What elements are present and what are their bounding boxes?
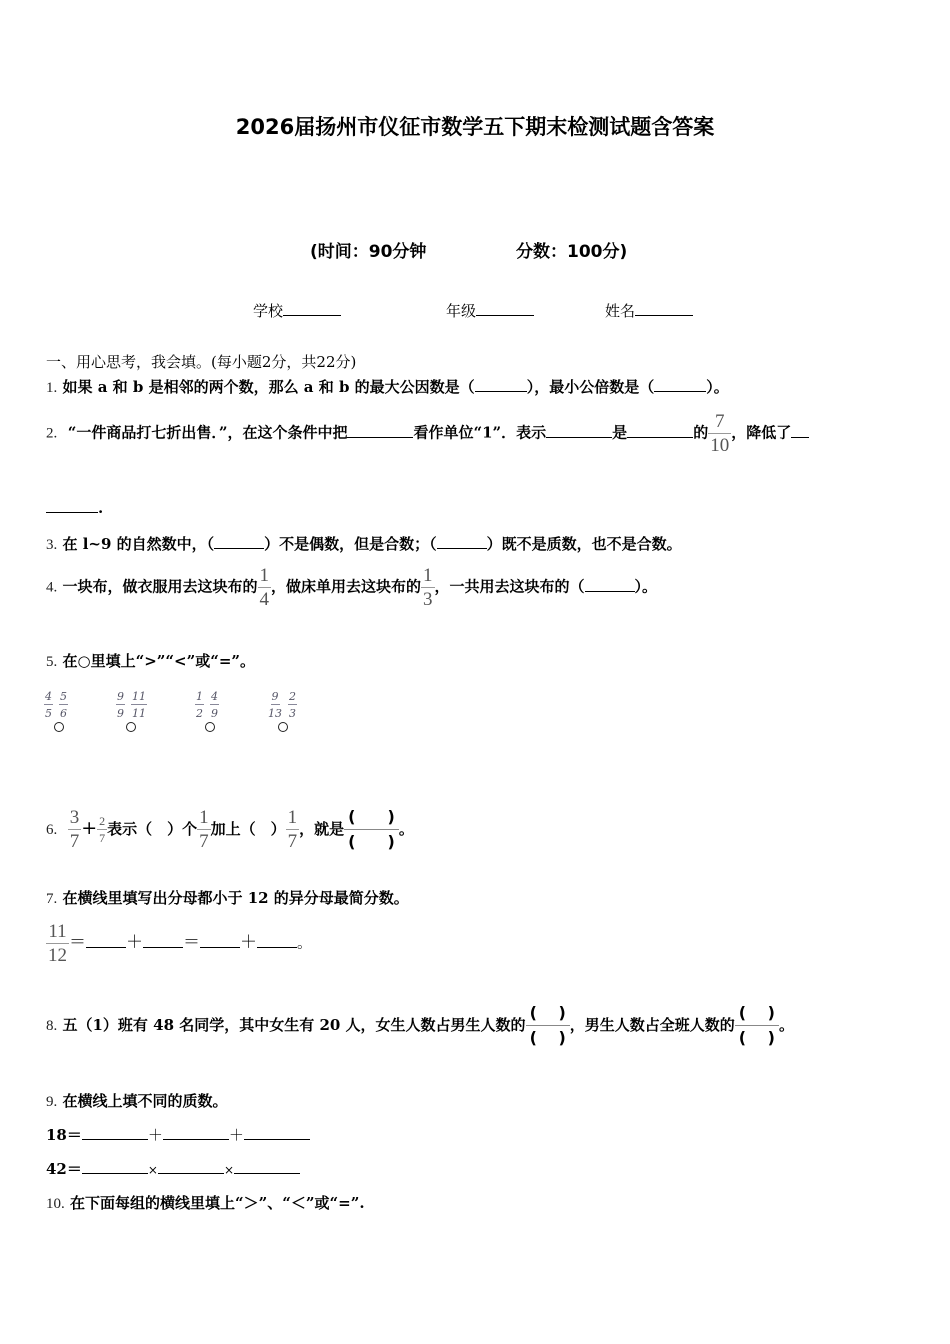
q3-blank-a[interactable] [214, 534, 264, 549]
fraction-7-10: $\frac{7}{10}$ [710, 411, 730, 456]
question-6: 6. $\frac{3}{7}$ + $\frac{2}{7}$ 表示（ ）个 $\frac{1}{7}$ 加上（ ） $\frac{1}{7}$ ，就是 $\frac{( )}{( )}$ 。 [46, 807, 414, 853]
fraction-11-12: $\frac{11}{12}$ [48, 921, 67, 966]
question-7-equation: $\frac{11}{12}$ ＝ ＋ ＝ ＋ 。 [48, 921, 313, 966]
fraction-3-7: $\frac{3}{7}$ [69, 807, 80, 853]
fraction-1-7-a: $\frac{1}{7}$ [199, 807, 209, 853]
question-9-line-1: 18＝ ＋ ＋ [46, 1124, 310, 1145]
q2-blank-b[interactable] [627, 423, 693, 438]
name-blank[interactable] [635, 301, 693, 316]
q3-blank-b[interactable] [437, 534, 487, 549]
q9-sum-blank-1[interactable] [82, 1125, 148, 1140]
q1-blank-gcd[interactable] [475, 377, 527, 392]
document-title: 2026届扬州市仪征市数学五下期末检测试题含答案 [235, 115, 715, 139]
question-9: 9. 在横线上填不同的质数。 [46, 1092, 228, 1110]
q8-answer-fraction-2[interactable]: $\frac{( )}{( )}$ [735, 1004, 779, 1048]
school-blank[interactable] [283, 301, 341, 316]
question-7: 7. 在横线里填写出分母都小于 12 的异分母最简分数。 [46, 889, 409, 907]
grade-field[interactable] [446, 300, 534, 321]
fraction-1-7-b: $\frac{1}{7}$ [287, 807, 298, 853]
question-9-line-2: 42＝ × × [46, 1158, 300, 1179]
q2-blank-a[interactable] [546, 423, 612, 438]
question-8: 8. 五（1）班有 48 名同学，其中女生有 20 人，女生人数占男生人数的 $\frac{( )}{( )}$ ，男生人数占全班人数的 $\frac{( )}{( )}$ 。 [46, 1003, 794, 1048]
school-label: 学校 [253, 302, 284, 320]
q2-blank-reduced[interactable] [791, 423, 809, 438]
time-label: (时间：90分钟 [310, 242, 427, 262]
grade-label: 年级 [446, 302, 477, 320]
fraction-2-7: $\frac{2}{7}$ [99, 814, 106, 846]
question-2: 2. “一件商品打七折出售．”，在这个条件中把 看作单位“1”．表示 是 的 $\frac{7}{10}$ ，降低了 [46, 412, 809, 455]
q8-answer-fraction-1[interactable]: $\frac{( )}{( )}$ [526, 1004, 570, 1048]
answer-circle-3[interactable] [205, 722, 215, 732]
q9-product-blank-2[interactable] [158, 1159, 224, 1174]
q7-blank-1[interactable] [86, 933, 126, 948]
q2-blank-reduced-cont[interactable] [46, 498, 98, 513]
answer-circle-4[interactable] [278, 722, 288, 732]
q4-blank[interactable] [585, 577, 635, 592]
q1-blank-lcm[interactable] [654, 377, 706, 392]
question-5: 5. 在○里填上“>”“<”或“=”。 [46, 652, 256, 670]
score-label: 分数：100分) [516, 242, 628, 262]
q7-blank-4[interactable] [257, 933, 297, 948]
fraction-1-3: $\frac{1}{3}$ [423, 565, 433, 610]
q7-blank-3[interactable] [200, 933, 240, 948]
question-4: 4. 一块布，做衣服用去这块布的 $\frac{1}{4}$ ，做床单用去这块布的 $\frac{1}{3}$ ，一共用去这块布的（ ）。 [46, 565, 658, 610]
q7-blank-2[interactable] [143, 933, 183, 948]
fraction-1-4: $\frac{1}{4}$ [259, 565, 269, 610]
school-field[interactable] [253, 300, 341, 321]
q9-product-blank-3[interactable] [234, 1159, 300, 1174]
section-heading: 一、用心思考，我会填。(每小题2分，共22分) [46, 353, 357, 371]
compare-pair-2: 9 9 11 11 [116, 690, 147, 732]
answer-circle-1[interactable] [54, 722, 64, 732]
grade-blank[interactable] [476, 301, 534, 316]
question-10: 10. 在下面每组的横线里填上“＞”、“＜”或“=”. [46, 1194, 365, 1212]
compare-pair-1: 4 5 5 6 [44, 690, 68, 732]
compare-pair-3: 1 2 4 9 [195, 690, 219, 732]
question-1: 1. 如果 a 和 b 是相邻的两个数，那么 a 和 b 的最大公因数是（ ），最小公倍数是（ ）。 [46, 378, 729, 396]
name-label: 姓名 [605, 302, 636, 320]
question-3: 3. 在 l~9 的自然数中，（ ）不是偶数，但是合数；（ ）既不是质数，也不是合数。 [46, 535, 682, 553]
answer-circle-2[interactable] [126, 722, 136, 732]
q9-product-blank-1[interactable] [82, 1159, 148, 1174]
q6-answer-fraction[interactable]: $\frac{( )}{( )}$ [344, 808, 399, 852]
q2-blank-unit[interactable] [347, 423, 413, 438]
q9-sum-blank-2[interactable] [163, 1125, 229, 1140]
compare-pair-4: 9 13 2 3 [268, 690, 297, 732]
q9-sum-blank-3[interactable] [244, 1125, 310, 1140]
question-2-continued: . [46, 498, 103, 517]
name-field[interactable] [605, 300, 693, 321]
